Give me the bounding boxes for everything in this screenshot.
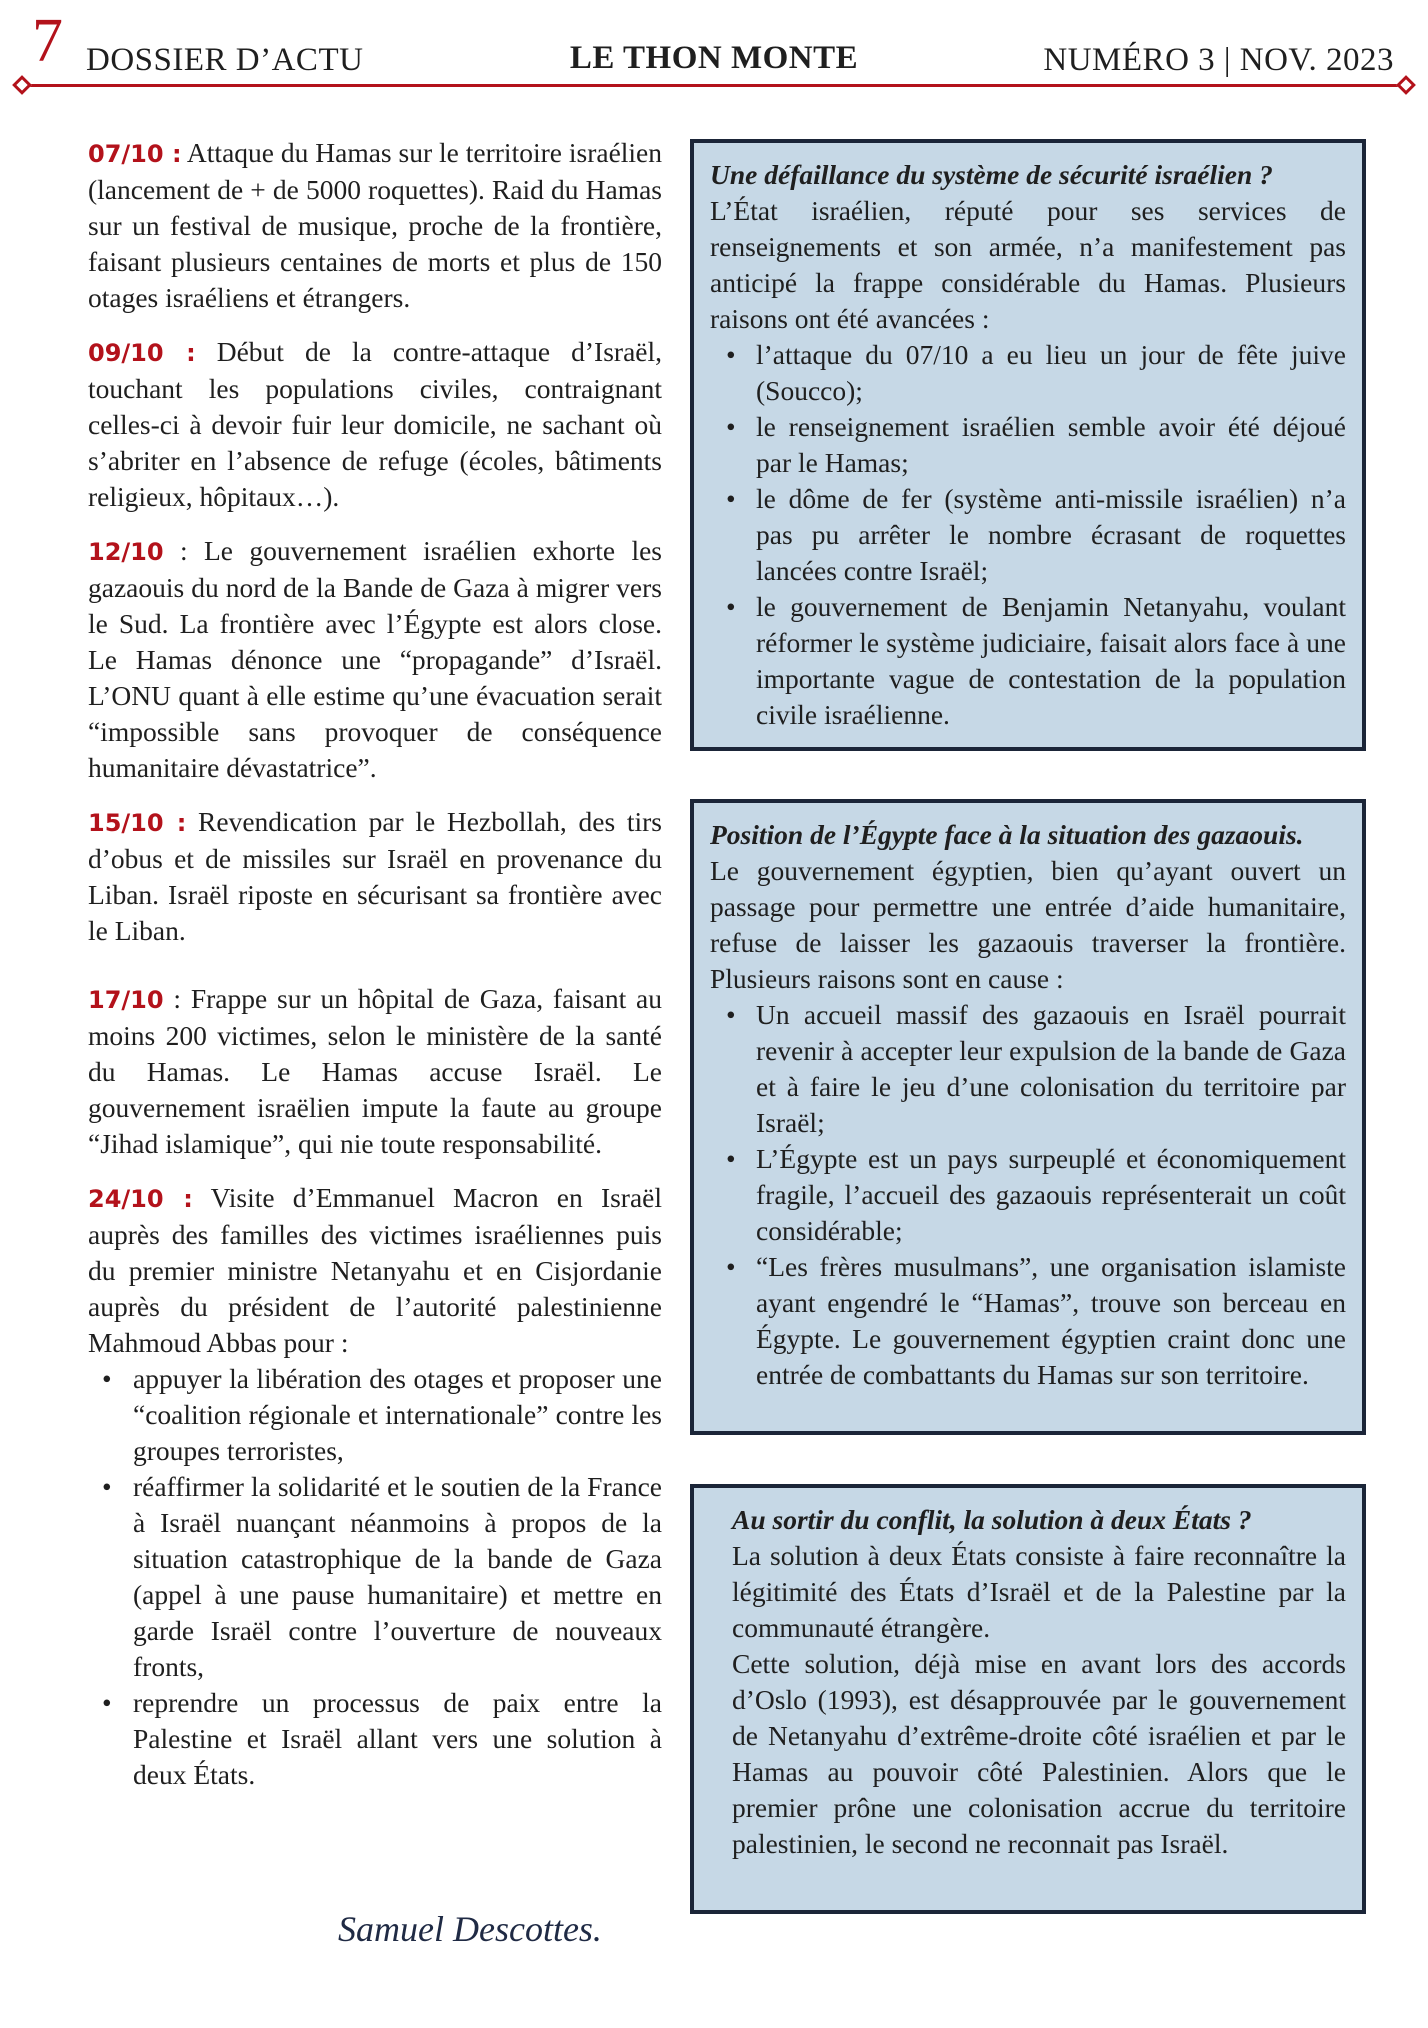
box-paragraph: Cette solution, déjà mise en avant lors des accords d’Oslo (1993), est désapprouvée par le gouvernement de Netanyahu d’extrême-droite côté israélien et par le Hamas au pouvoir côté Palestinien. Alors que le premier prône une colonisation accrue du territoire palestinien, le second ne reconnait pas Israël. [732,1648,1346,1859]
sidebar-box-two-states [690,1484,1366,1914]
timeline-entry [88,334,662,515]
header-rule [22,84,1406,87]
list-item: • L’Égypte est un pays surpeuplé et économiquement fragile, l’accueil des gazaouis représenterait un coût considérable; [710,1141,1346,1249]
list-item: • le renseignement israélien semble avoir été déjoué par le Hamas; [710,409,1346,481]
list-item: • le dôme de fer (système anti-missile israélien) n’a pas pu arrêter le nombre écrasant de roquettes lancées contre Israël; [710,481,1346,589]
timeline-entry [88,533,662,786]
list-item: • l’attaque du 07/10 a eu lieu un jour de fête juive (Soucco); [710,337,1346,409]
list-item: • le gouvernement de Benjamin Netanyahu, voulant réformer le système judiciaire, faisait alors face à une importante vague de contestation de la population civile israélienne. [710,589,1346,733]
box-paragraph: La solution à deux États consiste à faire reconnaître la légitimité des États d’Israël et de la Palestine par la communauté étrangère. [732,1540,1346,1643]
timeline-entry [88,135,662,316]
issue-info: NUMÉRO 3 | NOV. 2023 [1043,42,1394,78]
timeline-column [88,135,662,1793]
box-intro: Le gouvernement égyptien, bien qu’ayant ouvert un passage pour permettre une entrée d’aide humanitaire, refuse de laisser les gazaouis traverser la frontière. Plusieurs raisons sont en cause : [710,855,1346,994]
rule-diamond-right [1396,75,1416,95]
page-number: 7 [32,7,63,75]
timeline-date: 12/10 [88,538,164,566]
timeline-date: 17/10 [88,986,164,1014]
timeline-text: : Frappe sur un hôpital de Gaza, faisant au moins 200 victimes, selon le ministère de la santé du Hamas. Le Hamas accuse Israël. Le gouvernement israëlien impute la faute au groupe “Jihad islamique”, qui nie toute responsabilité. [88,983,662,1159]
rule-diamond-left [12,75,32,95]
box-title: Une défaillance du système de sécurité israélien ? [710,159,1273,190]
timeline-date: 07/10 : [88,140,182,168]
box-list [710,997,1346,1393]
timeline-text: Visite d’Emmanuel Macron en Israël auprès des familles des victimes israéliennes puis du premier ministre Netanyahu et en Cisjordanie auprès du président de l’autorité palestinienne Mahmoud Abbas pour : [88,1182,663,1358]
macron-points-list [88,1361,662,1793]
timeline-date: 24/10 : [88,1185,193,1213]
list-item: • reprendre un processus de paix entre la Palestine et Israël allant vers une solution à deux États. [88,1685,662,1793]
list-item: • appuyer la libération des otages et proposer une “coalition régionale et internationale” contre les groupes terroristes, [88,1361,662,1469]
timeline-date: 09/10 : [88,339,196,367]
box-list [710,337,1346,733]
list-item: • réaffirmer la solidarité et le soutien de la France à Israël nuançant néanmoins à propos de la situation catastrophique de la bande de Gaza (appel à une pause humanitaire) et mettre en garde Israël contre l’ouverture de nouveaux fronts, [88,1469,662,1685]
sidebar-box-egypt [690,799,1366,1435]
sidebar-box-security [690,139,1366,751]
box-title: Position de l’Égypte face à la situation des gazaouis. [710,819,1304,850]
timeline-date: 15/10 : [88,809,187,837]
box-title: Au sortir du conflit, la solution à deux États ? [732,1504,1252,1535]
timeline-text: Attaque du Hamas sur le territoire israélien (lancement de + de 5000 roquettes). Raid du Hamas sur un festival de musique, proche de la frontière, faisant plusieurs centaines de morts et plus de 150 otages israéliens et étrangers. [88,137,663,313]
box-intro: L’État israélien, réputé pour ses services de renseignements et son armée, n’a manifestement pas anticipé la frappe considérable du Hamas. Plusieurs raisons ont été avancées : [710,195,1346,334]
timeline-text: Revendication par le Hezbollah, des tirs d’obus et de missiles sur Israël en provenance du Liban. Israël riposte en sécurisant sa frontière avec le Liban. [88,806,662,946]
list-item: • Un accueil massif des gazaouis en Israël pourrait revenir à accepter leur expulsion de la bande de Gaza et à faire le jeu d’une colonisation du territoire par Israël; [710,997,1346,1141]
timeline-entry [88,981,662,1162]
timeline-text: Début de la contre-attaque d’Israël, touchant les populations civiles, contraignant celles-ci à devoir fuir leur domicile, ne sachant où s’abriter en l’absence de refuge (écoles, bâtiments religieux, hôpitaux…). [88,336,662,512]
timeline-entry [88,1180,662,1361]
timeline-text: : Le gouvernement israélien exhorte les gazaouis du nord de la Bande de Gaza à migrer vers le Sud. La frontière avec l’Égypte est alors close. Le Hamas dénonce une “propagande” d’Israël. L’ONU quant à elle estime qu’une évacuation serait “impossible sans provoquer de conséquence humanitaire dévastatrice”. [88,535,662,783]
author-signature: Samuel Descottes. [338,1909,602,1949]
timeline-entry [88,804,662,949]
list-item: • “Les frères musulmans”, une organisation islamiste ayant engendré le “Hamas”, trouve son berceau en Égypte. Le gouvernement égyptien craint donc une entrée de combattants du Hamas sur son territoire. [710,1249,1346,1393]
section-title: DOSSIER D’ACTU [86,42,364,78]
masthead: LE THON MONTE [569,40,859,76]
